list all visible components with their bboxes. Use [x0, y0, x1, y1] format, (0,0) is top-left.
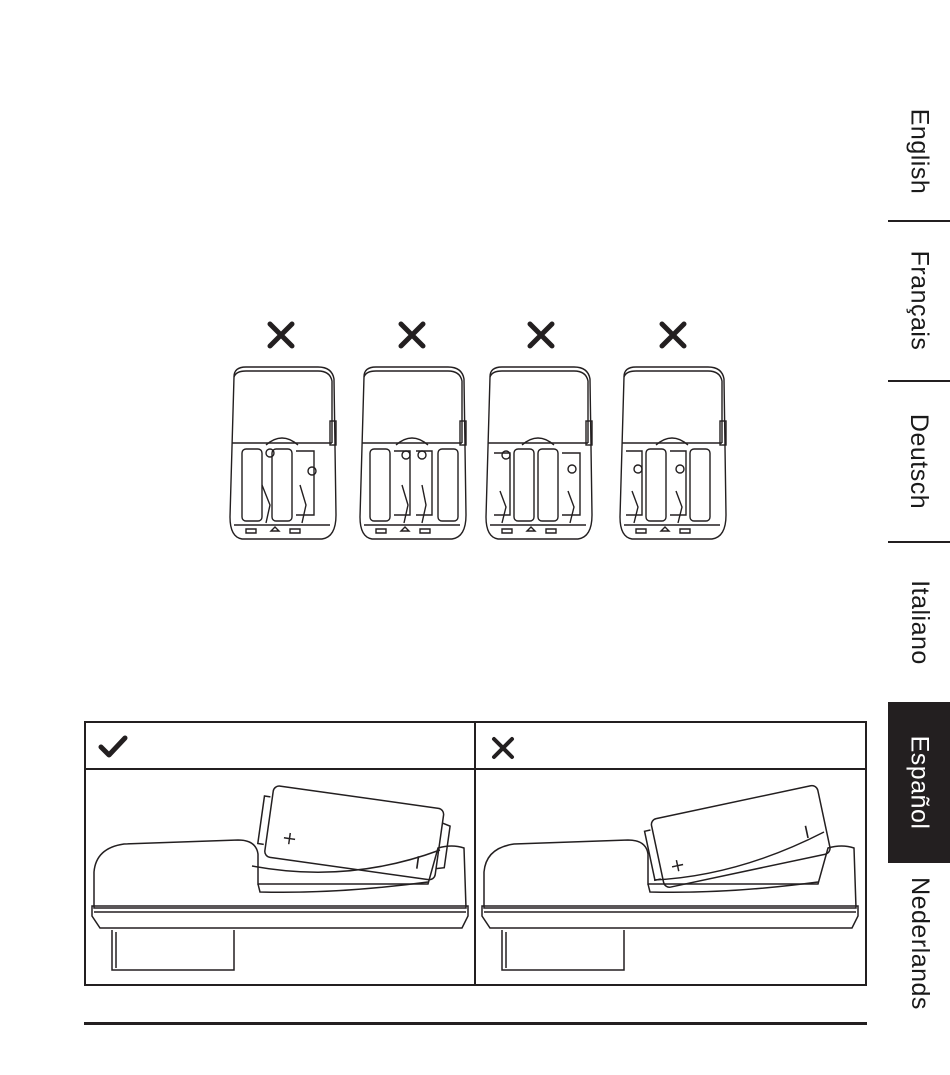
lang-tab-label: Français: [905, 250, 934, 351]
lang-tab-deutsch[interactable]: [888, 382, 950, 540]
page-footer-rule: [84, 1022, 867, 1025]
x-mark-icon: [658, 320, 688, 350]
lang-tab-francais[interactable]: [888, 222, 950, 379]
lang-tab-label: Italiano: [905, 579, 934, 665]
lang-tab-label: Español: [905, 735, 934, 830]
table-divider: [84, 768, 867, 770]
lang-tab-italiano[interactable]: [888, 543, 950, 701]
x-mark-icon: [266, 320, 296, 350]
battery-minus-sign: −: [405, 852, 432, 873]
charger-illustration: [616, 365, 728, 543]
x-mark-icon: [491, 736, 515, 760]
charger-illustration: [356, 365, 468, 543]
lang-tab-label: English: [905, 108, 934, 195]
lang-tab-nederlands[interactable]: [888, 863, 950, 1023]
lang-tab-label: Deutsch: [905, 413, 934, 509]
charger-illustration: [226, 365, 338, 543]
battery-plus-sign: +: [280, 827, 299, 851]
battery-plus-sign: +: [668, 853, 688, 878]
lang-tab-espanol[interactable]: [888, 702, 950, 863]
lang-tab-label: Nederlands: [905, 876, 934, 1010]
charger-illustration: [482, 365, 594, 543]
battery-insertion-incorrect: [478, 772, 862, 984]
check-mark-icon: [98, 734, 128, 760]
x-mark-icon: [526, 320, 556, 350]
lang-tab-english[interactable]: [888, 85, 950, 218]
table-divider: [474, 721, 476, 986]
battery-insertion-correct: [88, 772, 472, 984]
battery-minus-sign: −: [793, 821, 821, 843]
x-mark-icon: [397, 320, 427, 350]
